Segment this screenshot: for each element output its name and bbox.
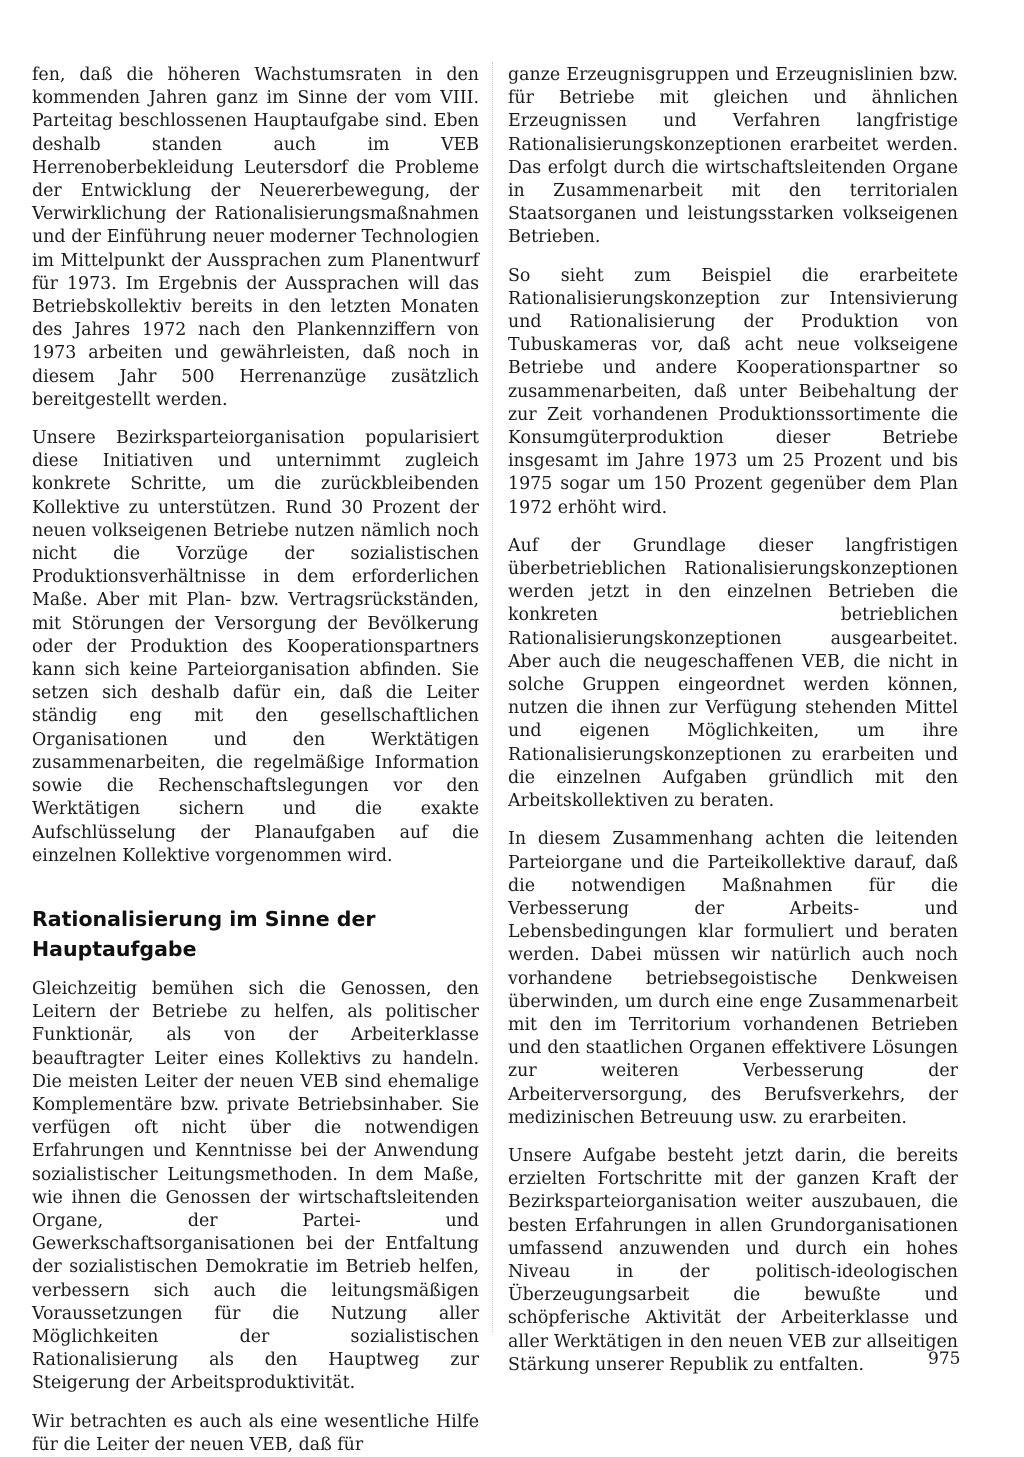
left-paragraph-3: Gleichzeitig bemühen sich die Genossen, den Leitern der Betriebe zu helfen, als politischer Funktionär, als von der Arbeiterklasse beauftragter Leiter eines Kollektivs zu handeln. Die meisten Leiter der neuen VEB sind ehemalige Komplementäre bzw. private Betriebsinhaber. Sie verfügen oft nicht über die notwendigen Erfahrungen und Kenntnisse bei der Anwendung sozialistischer Leitungsmethoden. In dem Maße, wie ihnen die Genossen der wirtschaftsleitenden Organe, der Partei- und Gewerkschaftsorganisationen bei der Entfaltung der sozialistischen Demokratie im Betrieb helfen, verbessern sich auch die leitungsmäßigen Voraussetzungen für die Nutzung aller Möglichkeiten der sozialistischen Rationalisierung als den Hauptweg zur Steigerung der Arbeitsproduktivität. bbox=[32, 978, 479, 1394]
right-paragraph-4: In diesem Zusammenhang achten die leitenden Parteiorgane und die Parteikollektive darauf, daß die notwendigen Maßnahmen für die Verbesserung der Arbeits- und Lebensbedingungen klar formuliert und beraten werden. Dabei müssen wir natürlich auch noch vorhandene betriebsegoistische Denkweisen überwinden, um durch eine enge Zusammenarbeit mit den im Territorium vorhandenen Betrieben und den staatlichen Organen effektivere Lösungen zur weiteren Verbesserung der Arbeiterversorgung, des Berufsverkehrs, der medizinischen Betreuung usw. zu erarbeiten. bbox=[508, 829, 958, 1128]
page-number: 975 bbox=[928, 1349, 961, 1369]
column-divider bbox=[492, 62, 493, 1332]
section-heading: Rationalisierung im Sinne der Hauptaufgabe bbox=[32, 906, 376, 961]
right-paragraph-3: Auf der Grundlage dieser langfristigen überbetrieblichen Rationalisierungskonzeptionen werden jetzt in den einzelnen Betrieben die konkreten betrieblichen Rationalisierungskonzeptionen ausgearbeitet. Aber auch die neugeschaffenen VEB, die nicht in solche Gruppen eingeordnet werden können, nutzen die ihnen zur Verfügung stehenden Mittel und eigenen Möglichkeiten, um ihre Rationalisierungskonzeptionen zu erarbeiten und die einzelnen Aufgaben gründlich mit den Arbeitskollektiven zu beraten. bbox=[508, 535, 958, 812]
left-paragraph-1: fen, daß die höheren Wachstumsraten in den kommenden Jahren ganz im Sinne der vom VIII. Parteitag beschlossenen Hauptaufgabe sind. Eben deshalb standen auch im VEB Herrenoberbekleidung Leutersdorf die Probleme der Entwicklung der Neuererbewegung, der Verwirklichung der Rationalisierungsmaßnahmen und der Einführung neuer moderner Technologien im Mittelpunkt der Aussprachen zum Planentwurf für 1973. Im Ergebnis der Aussprachen will das Betriebskollektiv bereits in den letzten Monaten des Jahres 1972 nach den Plankennziffern von 1973 arbeiten und gewährleisten, daß noch in diesem Jahr 500 Herrenanzüge zusätzlich bereitgestellt werden. bbox=[32, 65, 479, 410]
left-paragraph-2: Unsere Bezirksparteiorganisation popularisiert diese Initiativen und unternimmt zugleich konkrete Schritte, um die zurückbleibenden Kollektive zu unterstützen. Rund 30 Prozent der neuen volkseigenen Betriebe nutzen nämlich noch nicht die Vorzüge der sozialistischen Produktionsverhältnisse in dem erforderlichen Maße. Aber mit Plan- bzw. Vertragsrückständen, mit Störungen der Versorgung der Bevölkerung oder der Produktion des Kooperationspartners kann sich keine Parteiorganisation abfinden. Sie setzen sich deshalb dafür ein, daß die Leiter ständig eng mit den gesellschaftlichen Organisationen und den Werktätigen zusammenarbeiten, die regelmäßige Information sowie die Rechenschaftslegungen vor den Werktätigen sichern und die exakte Aufschlüsselung der Planaufgaben auf die einzelnen Kollektive vorgenommen wird. bbox=[32, 428, 479, 866]
right-paragraph-2: So sieht zum Beispiel die erarbeitete Rationalisierungskonzeption zur Intensivierung und Rationalisierung der Produktion von Tubuskameras vor, daß acht neue volkseigene Betriebe und andere Kooperationspartner so zusammenarbeiten, daß unter Beibehaltung der zur Zeit vorhandenen Produktionssortimente die Konsumgüterproduktion dieser Betriebe insgesamt im Jahre 1973 um 25 Prozent und bis 1975 sogar um 150 Prozent gegenüber dem Plan 1972 erhöht wird. bbox=[508, 265, 958, 518]
left-column bbox=[32, 64, 479, 1457]
right-column bbox=[508, 64, 961, 1377]
right-paragraph-1: ganze Erzeugnisgruppen und Erzeugnislinien bzw. für Betriebe mit gleichen und ähnlichen Erzeugnissen und Verfahren langfristige Rationalisierungskonzeptionen erarbeitet werden. Das erfolgt durch die wirtschaftsleitenden Organe in Zusammenarbeit mit den territorialen Staatsorganen und leistungsstarken volkseigenen Betrieben. bbox=[508, 65, 958, 248]
right-paragraph-5: Unsere Aufgabe besteht jetzt darin, die bereits erzielten Fortschritte mit der ganzen Kraft der Bezirksparteiorganisation weiter auszubauen, die besten Erfahrungen in allen Grundorganisationen umfassend anzuwenden und durch ein hohes Niveau in der politisch-ideologischen Überzeugungsarbeit die bewußte und schöpferische Aktivität der Arbeiterklasse und aller Werktätigen in den neuen VEB zur allseitigen Stärkung unserer Republik zu entfalten. bbox=[508, 1145, 958, 1375]
left-paragraph-4: Wir betrachten es auch als eine wesentliche Hilfe für die Leiter der neuen VEB, daß für bbox=[32, 1411, 479, 1455]
